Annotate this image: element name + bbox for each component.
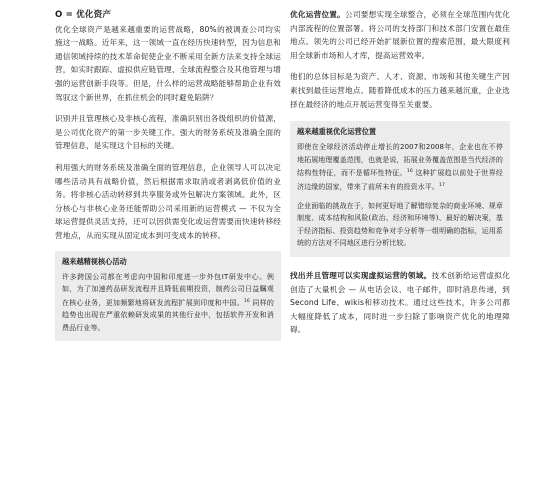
left-paragraph-1 xyxy=(55,8,281,104)
sidebar-text-1 xyxy=(297,141,503,193)
left-column xyxy=(55,8,281,353)
left-paragraph-2: 识别并且管理核心及非核心流程，准确识别出各级组织的价值源，是公司优化资产的第一步关键工作。强大的财务系统及准确全面的管理信息，是实现这个目标的关键。 xyxy=(55,114,281,151)
sidebar-core-activities xyxy=(55,251,281,342)
right-column xyxy=(290,8,510,337)
sidebar-location-optimization xyxy=(290,121,510,257)
left-paragraph-1-text: 优化全球资产是越来越重要的运营战略，80%的被调查公司均实施这一战略。近年来，这一领域一直在经历快速转型，因为信息和通信领域持续的技术革命促使企业不断采用全新方法来支持全球运营，如实时跟踪、虚拟供应链管理、全球流程整合及其他管理与增强的运营创新手段等。但是，什么样的运营战略能够帮助企业有效驾驭这个新世界，在抓住机会的同时避免陷阱？ xyxy=(55,24,281,102)
footnote-ref: 16 xyxy=(243,298,250,304)
right-paragraph-2: 他们的总体目标是为资产、人才、资源、市场和其他关键生产因素找到最佳运营地点。随着降低成本的压力越来越沉重，企业选择在最经济的地点开展运营变得至关重要。 xyxy=(290,72,510,109)
left-paragraph-3: 利用强大的财务系统及准确全面的管理信息，企业领导人可以决定哪些活动具有战略价值，然后根据需求取消或者剥离低价值的业务。将非核心活动转移到共享服务或外包解决方案领域。此外，区分核心与非核心业务还能帮助公司采用新的运营模式 — 不仅为全球运营提供灵活支持，还可以因供需变化或运营需要而快速转移经营地点，从而实现从固定成本到可变成本的转移。 xyxy=(55,162,281,240)
sidebar-text-part-b: 这种扩展趋以前处于世界经济边缘的国家，带来了前所未有的投资水平。 xyxy=(297,169,504,191)
sidebar-title: 越来越重视优化运营位置 xyxy=(297,127,377,137)
footnote-ref: 17 xyxy=(439,182,445,188)
sidebar-text-2: 企业面临的挑战在于，如何更好地了解错综复杂的商业环境、规章制度、成本结构和风险(政治、经济和环境等)、最好的解决案，基于经济指标、投资趋势和竞争对手分析等一组明确的指标，运用系统的方法对不同地区进行分析比较。 xyxy=(297,201,503,248)
right-paragraph-1-text: 公司要想实现全球整合，必须在全球范围内优化内部流程的位置部署。将公司的支持部门和技术部门安置在最佳地点。领先的公司已经开始扩展新位置的搜索范围，最大限度利用全球新市场和人才库，提高运营效率。 xyxy=(290,10,510,60)
inline-heading-virtual: 找出并且管理可以实现虚拟运营的领域。 xyxy=(290,270,432,280)
sidebar-text-part-b: 同样的趋势也出现在严重依赖研发成果的其他行业中，包括软件开发和消费品行业等。 xyxy=(62,298,275,332)
right-paragraph-3 xyxy=(290,269,510,337)
right-paragraph-3-text: 技术创新给运营虚拟化创造了大量机会 — 从电话会议、电子邮件，即时消息传递，到Second Life、wikis和移动技术。通过这些技术，许多公司都大幅度降低了成本，同时进一步扫除了影响资产优化的地理障碍。 xyxy=(290,270,510,335)
sidebar-text xyxy=(62,271,274,335)
inline-heading-location: 优化运营位置。 xyxy=(290,10,346,19)
footnote-ref: 16 xyxy=(406,169,413,175)
sidebar-title: 越来越精视核心活动 xyxy=(62,256,127,266)
section-title: O = 优化资产 xyxy=(55,10,112,20)
right-paragraph-1 xyxy=(290,8,510,62)
sidebar-text-part-a: 即使在全球经济活动停止增长的2007和2008年，企业也在不停地拓展地理覆盖范围，也就是说，拓展业务覆盖范围是当代经济的结构性特征，而不是循环性特征。 xyxy=(297,143,503,178)
sidebar-text-part-a: 许多跨国公司都在考虑向中国和印度进一步外包IT研发中心。例如，为了加速药品研发流程并且降低前期投资，制药公司日益瞩观在核心业务，更加频繁地将研发流程扩展到印度和中国。 xyxy=(62,272,274,307)
